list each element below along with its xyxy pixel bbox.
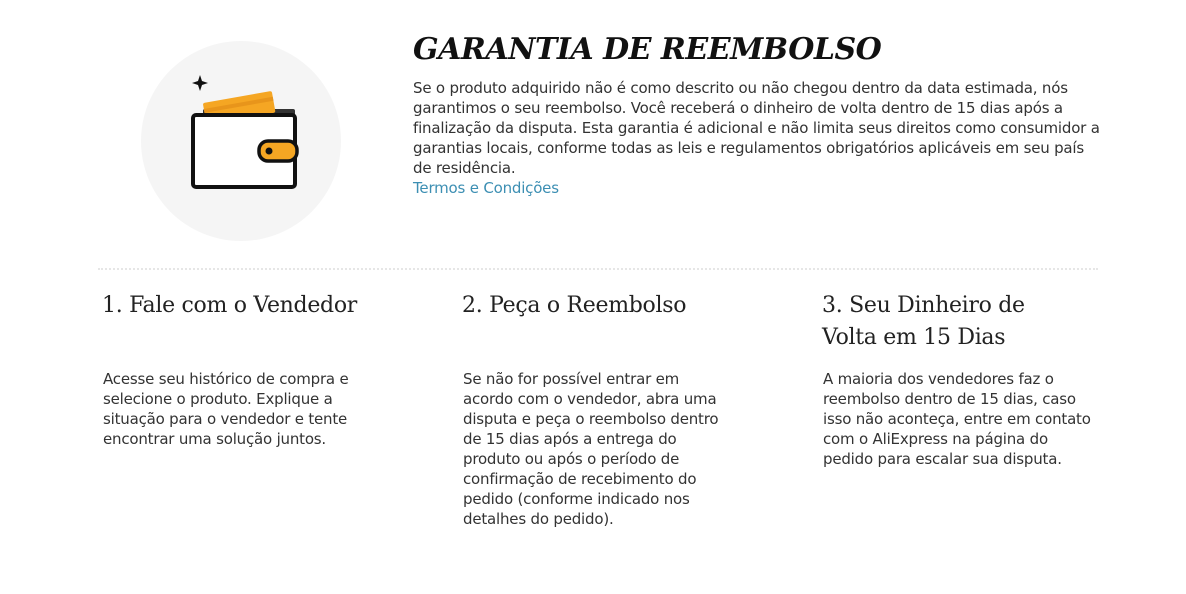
hero-illustration <box>141 41 341 241</box>
step-title: 3. Seu Dinheiro de Volta em 15 Dias <box>822 293 1025 350</box>
page-title: GARANTIA DE REEMBOLSO <box>413 32 882 67</box>
step-2 <box>462 290 732 528</box>
guarantee-description <box>413 78 1103 198</box>
step-3 <box>822 290 1092 468</box>
step-description: A maioria dos vendedores faz o reembolso dentro de 15 dias, caso isso não aconteça, entre em contato com o AliExpress na página do pedido para escalar sua disputa. <box>823 370 1091 468</box>
wallet-clasp <box>259 141 297 161</box>
step-description: Se não for possível entrar em acordo com o vendedor, abra uma disputa e peça o reembolso dentro de 15 dias após a entrega do produto ou após o período de confirmação de recebimento do pedido (conforme indicado nos detalhes do pedido). <box>463 370 719 528</box>
step-title: 1. Fale com o Vendedor <box>102 293 357 318</box>
step-title: 2. Peça o Reembolso <box>462 293 687 318</box>
hero-text <box>413 30 1103 198</box>
step-description: Acesse seu histórico de compra e selecione o produto. Explique a situação para o vendedor e tente encontrar uma solução juntos. <box>103 370 349 448</box>
step-1 <box>102 290 372 448</box>
terms-link[interactable]: Termos e Condições <box>413 179 559 197</box>
guarantee-description-text: Se o produto adquirido não é como descrito ou não chegou dentro da data estimada, nós garantimos o seu reembolso. Você receberá o dinheiro de volta dentro de 15 dias após a finalização da disputa. Esta garantia é adicional e não limita seus direitos como consumidor a garantias locais, conforme todas as leis e regulamentos obrigatórios aplicáveis em seu país de residência. <box>413 79 1100 177</box>
wallet-with-card-icon <box>141 41 341 241</box>
sparkle-icon <box>192 75 208 91</box>
section-divider <box>98 268 1098 270</box>
